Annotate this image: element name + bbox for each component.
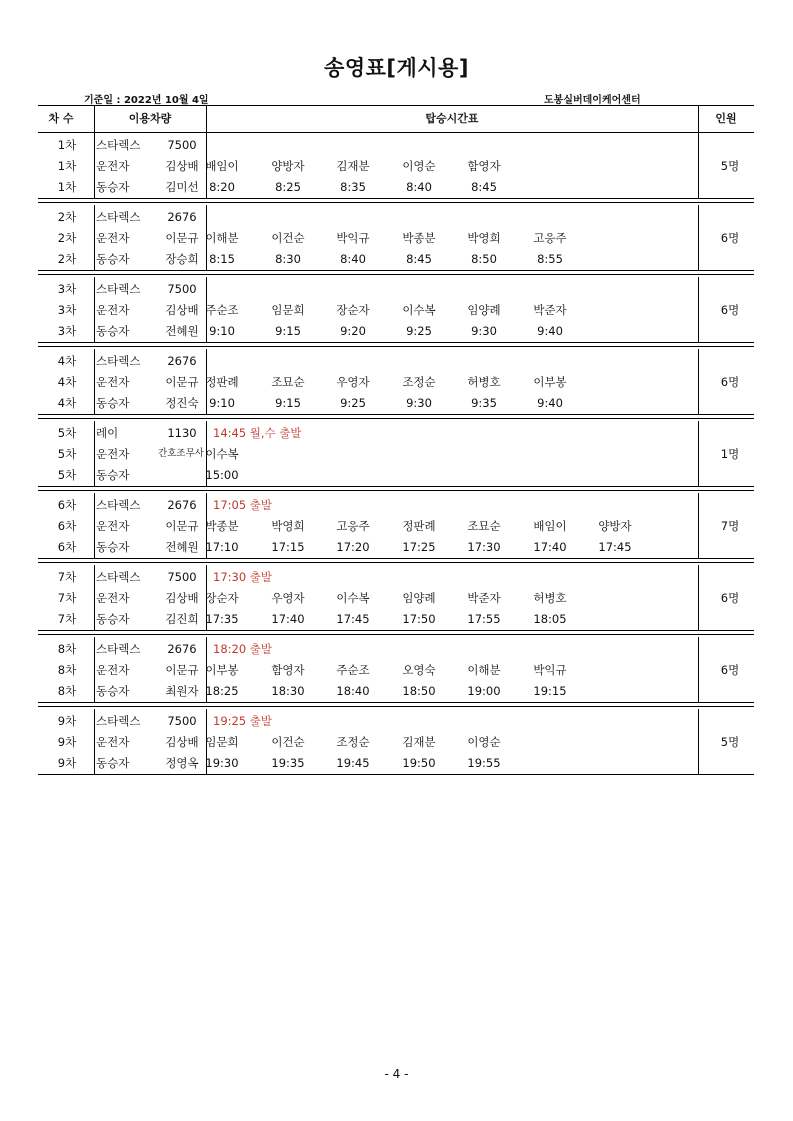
trip-label: 7차 [57,570,77,584]
boarding-time: 19:50 [402,756,436,770]
group-4 [38,349,754,415]
vehicle-detail-cell: 정진숙 [165,396,199,410]
passenger-name: 이수복 [336,591,370,605]
passenger-name: 함영자 [467,159,501,173]
table-row [38,639,754,659]
group-2 [38,205,754,271]
table-row [38,516,754,536]
boarding-time: 17:25 [402,540,436,554]
trip-label: 3차 [57,324,77,338]
trip-label: 1차 [57,159,77,173]
departure-note: 17:05 출발 [213,498,273,512]
boarding-time: 19:55 [467,756,501,770]
table-row [38,393,754,413]
table-row [38,465,754,485]
vehicle-detail-cell: 이문규 [165,663,199,677]
table-row [38,207,754,227]
trip-label: 9차 [57,735,77,749]
vehicle-detail-cell: 김상배 [165,303,199,317]
vehicle-detail-cell: 정영옥 [165,756,199,770]
table-row [38,753,754,773]
boarding-time: 8:35 [340,180,366,194]
trip-label: 5차 [57,447,77,461]
boarding-time: 9:35 [471,396,497,410]
vehicle-cell: 동승자 [96,684,130,698]
boarding-time: 8:55 [537,252,563,266]
group-8 [38,637,754,703]
header-schedule: 탑승시간표 [425,112,479,125]
passenger-count: 6명 [720,663,740,677]
table-row [38,279,754,299]
passenger-name: 박준자 [533,303,567,317]
vehicle-detail-cell: 전혜원 [165,540,199,554]
passenger-name: 임양례 [402,591,436,605]
table-row [38,711,754,731]
passenger-name: 이해분 [467,663,501,677]
table-row [38,423,754,443]
passenger-name: 조묘순 [271,375,305,389]
vehicle-cell: 동승자 [96,252,130,266]
passenger-name: 함영자 [271,663,305,677]
trip-label: 8차 [57,642,77,656]
vehicle-cell: 운전자 [96,591,130,605]
passenger-name: 이부봉 [533,375,567,389]
passenger-name: 주순조 [205,303,239,317]
passenger-name: 이부봉 [205,663,239,677]
vehicle-cell: 동승자 [96,540,130,554]
passenger-name: 박종분 [205,519,239,533]
boarding-time: 8:25 [275,180,301,194]
boarding-time: 8:30 [275,252,301,266]
boarding-time: 15:00 [205,468,239,482]
vehicle-detail-cell: 김미선 [165,180,199,194]
vehicle-cell: 스타렉스 [96,498,141,512]
table-row [38,444,754,464]
boarding-time: 9:15 [275,396,301,410]
group-5 [38,421,754,487]
vehicle-detail-cell: 7500 [167,714,197,728]
trip-label: 2차 [57,231,77,245]
group-list [38,133,754,775]
vehicle-cell: 스타렉스 [96,714,141,728]
passenger-count: 1명 [720,447,740,461]
base-date: 기준일 : 2022년 10월 4일 [84,95,209,106]
passenger-name: 임양례 [467,303,501,317]
boarding-time: 17:20 [336,540,370,554]
vehicle-cell: 스타렉스 [96,138,141,152]
table-row [38,249,754,269]
table-row [38,495,754,515]
table-row [38,135,754,155]
trip-label: 5차 [57,426,77,440]
vehicle-cell: 동승자 [96,324,130,338]
vehicle-cell: 운전자 [96,735,130,749]
passenger-name: 박익규 [336,231,370,245]
trip-label: 6차 [57,540,77,554]
boarding-time: 17:55 [467,612,501,626]
departure-note: 17:30 출발 [213,570,273,584]
header-vehicle: 이용차량 [128,112,172,125]
boarding-time: 8:45 [406,252,432,266]
table-row [38,177,754,197]
passenger-name: 임문희 [271,303,305,317]
trip-label: 6차 [57,498,77,512]
trip-label: 3차 [57,303,77,317]
boarding-time: 17:35 [205,612,239,626]
group-7 [38,565,754,631]
vehicle-cell: 동승자 [96,756,130,770]
vehicle-cell: 운전자 [96,375,130,389]
passenger-count: 6명 [720,303,740,317]
group-6 [38,493,754,559]
passenger-name: 우영자 [271,591,305,605]
passenger-name: 배임이 [205,159,239,173]
passenger-name: 박종분 [402,231,436,245]
passenger-name: 김재분 [402,735,436,749]
vehicle-detail-cell: 전혜원 [165,324,199,338]
vehicle-cell: 운전자 [96,519,130,533]
passenger-name: 조정순 [336,735,370,749]
vehicle-cell: 운전자 [96,303,130,317]
vehicle-detail-cell: 간호조무사 [158,448,204,459]
passenger-name: 박익규 [533,663,567,677]
trip-label: 7차 [57,591,77,605]
passenger-count: 5명 [720,735,740,749]
vehicle-cell: 스타렉스 [96,642,141,656]
vehicle-detail-cell: 7500 [167,138,197,152]
center-name: 도봉실버데이케어센터 [544,95,641,106]
boarding-time: 9:15 [275,324,301,338]
passenger-name: 고응주 [336,519,370,533]
table-header [38,105,754,133]
passenger-name: 이영순 [467,735,501,749]
group-9 [38,709,754,775]
vehicle-cell: 동승자 [96,468,130,482]
passenger-name: 양방자 [598,519,632,533]
trip-label: 2차 [57,252,77,266]
trip-label: 1차 [57,180,77,194]
boarding-time: 19:15 [533,684,567,698]
table-row [38,300,754,320]
trip-label: 3차 [57,282,77,296]
passenger-name: 정판례 [402,519,436,533]
passenger-count: 5명 [720,159,740,173]
vehicle-cell: 스타렉스 [96,570,141,584]
passenger-name: 우영자 [336,375,370,389]
passenger-count: 6명 [720,375,740,389]
passenger-count: 6명 [720,231,740,245]
vehicle-detail-cell: 이문규 [165,231,199,245]
passenger-name: 임문희 [205,735,239,749]
trip-label: 9차 [57,756,77,770]
boarding-time: 18:25 [205,684,239,698]
table-row [38,681,754,701]
header-num: 차 수 [48,112,74,125]
table-row [38,156,754,176]
passenger-name: 이해분 [205,231,239,245]
boarding-time: 9:10 [209,396,235,410]
vehicle-cell: 스타렉스 [96,282,141,296]
passenger-name: 박준자 [467,591,501,605]
trip-label: 9차 [57,714,77,728]
table-row [38,537,754,557]
trip-label: 4차 [57,354,77,368]
vehicle-detail-cell: 김상배 [165,591,199,605]
schedule-table [38,105,754,775]
boarding-time: 9:40 [537,324,563,338]
vehicle-cell: 레이 [96,426,119,440]
boarding-time: 17:30 [467,540,501,554]
vehicle-cell: 동승자 [96,612,130,626]
departure-note: 18:20 출발 [213,642,273,656]
passenger-name: 이건순 [271,735,305,749]
boarding-time: 18:50 [402,684,436,698]
passenger-name: 박영희 [467,231,501,245]
boarding-time: 18:40 [336,684,370,698]
vehicle-cell: 스타렉스 [96,210,141,224]
vehicle-cell: 운전자 [96,447,130,461]
passenger-name: 이수복 [205,447,239,461]
passenger-name: 오영숙 [402,663,436,677]
table-row [38,732,754,752]
boarding-time: 18:05 [533,612,567,626]
boarding-time: 9:30 [471,324,497,338]
boarding-time: 8:20 [209,180,235,194]
passenger-count: 7명 [720,519,740,533]
trip-label: 8차 [57,663,77,677]
passenger-name: 김재분 [336,159,370,173]
vehicle-cell: 동승자 [96,396,130,410]
vehicle-detail-cell: 이문규 [165,519,199,533]
vehicle-cell: 스타렉스 [96,354,141,368]
passenger-name: 박영희 [271,519,305,533]
table-row [38,372,754,392]
passenger-name: 허병호 [533,591,567,605]
passenger-name: 조묘순 [467,519,501,533]
boarding-time: 9:30 [406,396,432,410]
boarding-time: 9:20 [340,324,366,338]
passenger-name: 배임이 [533,519,567,533]
trip-label: 2차 [57,210,77,224]
boarding-time: 17:15 [271,540,305,554]
table-row [38,351,754,371]
passenger-count: 6명 [720,591,740,605]
header-count: 인원 [715,112,737,125]
boarding-time: 9:10 [209,324,235,338]
vehicle-detail-cell: 최원자 [165,684,199,698]
boarding-time: 9:25 [406,324,432,338]
vehicle-detail-cell: 김진희 [165,612,199,626]
departure-note: 14:45 월,수 출발 [213,426,302,440]
passenger-name: 허병호 [467,375,501,389]
trip-label: 6차 [57,519,77,533]
passenger-name: 이영순 [402,159,436,173]
boarding-time: 17:45 [336,612,370,626]
passenger-name: 고응주 [533,231,567,245]
vehicle-detail-cell: 7500 [167,282,197,296]
vehicle-detail-cell: 김상배 [165,159,199,173]
vehicle-detail-cell: 7500 [167,570,197,584]
boarding-time: 8:15 [209,252,235,266]
vehicle-detail-cell: 2676 [167,498,197,512]
table-row [38,609,754,629]
vehicle-detail-cell: 2676 [167,354,197,368]
trip-label: 4차 [57,375,77,389]
page-title: 송영표[게시용] [324,56,469,80]
passenger-name: 양방자 [271,159,305,173]
boarding-time: 18:30 [271,684,305,698]
passenger-name: 이수복 [402,303,436,317]
vehicle-detail-cell: 김상배 [165,735,199,749]
boarding-time: 8:40 [406,180,432,194]
table-row [38,660,754,680]
boarding-time: 17:40 [533,540,567,554]
boarding-time: 17:10 [205,540,239,554]
trip-label: 4차 [57,396,77,410]
table-row [38,567,754,587]
passenger-name: 주순조 [336,663,370,677]
vehicle-cell: 운전자 [96,231,130,245]
vehicle-detail-cell: 장승희 [165,252,199,266]
boarding-time: 19:35 [271,756,305,770]
boarding-time: 17:50 [402,612,436,626]
boarding-time: 8:45 [471,180,497,194]
boarding-time: 9:25 [340,396,366,410]
boarding-time: 8:40 [340,252,366,266]
trip-label: 5차 [57,468,77,482]
trip-label: 1차 [57,138,77,152]
table-row [38,321,754,341]
trip-label: 7차 [57,612,77,626]
departure-note: 19:25 출발 [213,714,273,728]
vehicle-detail-cell: 2676 [167,642,197,656]
passenger-name: 정판례 [205,375,239,389]
vehicle-cell: 동승자 [96,180,130,194]
page-number: - 4 - [384,1067,409,1081]
vehicle-detail-cell: 이문규 [165,375,199,389]
boarding-time: 19:00 [467,684,501,698]
group-1 [38,133,754,199]
passenger-name: 장순자 [205,591,239,605]
vehicle-detail-cell: 1130 [167,426,197,440]
vehicle-cell: 운전자 [96,663,130,677]
boarding-time: 17:45 [598,540,632,554]
passenger-name: 이건순 [271,231,305,245]
vehicle-detail-cell: 2676 [167,210,197,224]
boarding-time: 19:45 [336,756,370,770]
passenger-name: 장순자 [336,303,370,317]
boarding-time: 9:40 [537,396,563,410]
trip-label: 8차 [57,684,77,698]
group-3 [38,277,754,343]
vehicle-cell: 운전자 [96,159,130,173]
table-row [38,588,754,608]
boarding-time: 8:50 [471,252,497,266]
table-row [38,228,754,248]
passenger-name: 조정순 [402,375,436,389]
boarding-time: 19:30 [205,756,239,770]
boarding-time: 17:40 [271,612,305,626]
